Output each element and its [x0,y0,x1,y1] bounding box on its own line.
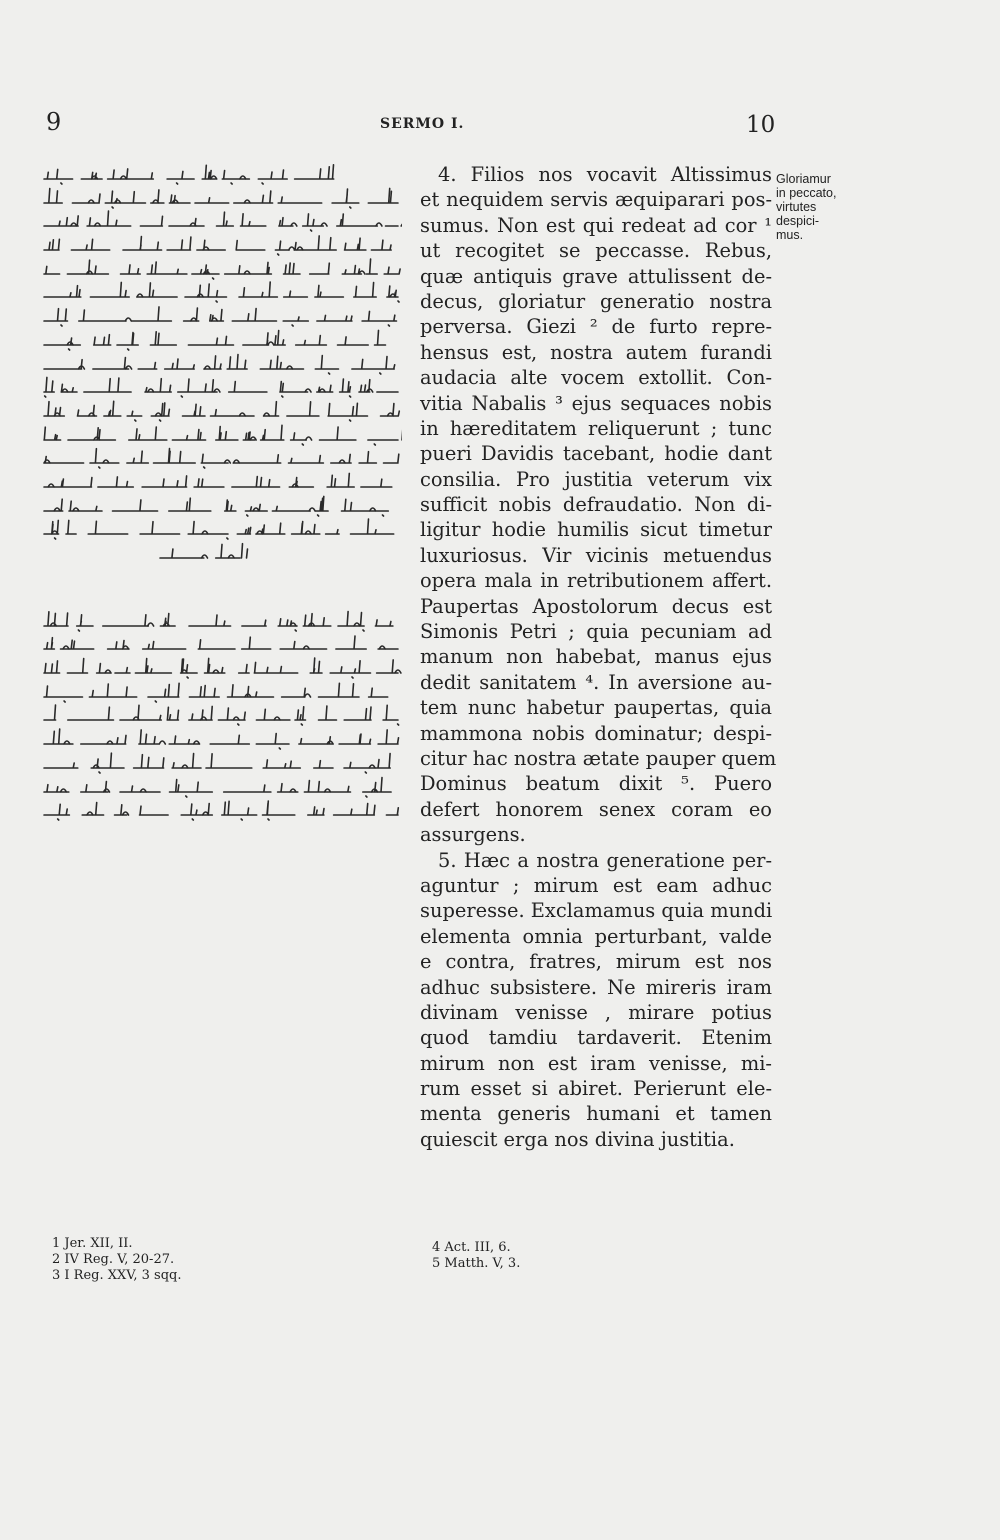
latin-line: mirum non est iram venisse, mi- [420,1051,772,1075]
syriac-line [40,656,402,680]
margin-note-line: Gloriamur [776,172,831,186]
syriac-line [40,541,402,565]
latin-line: quod tamdiu tardaverit. Etenim [420,1026,772,1050]
syriac-line [40,328,402,352]
syriac-script-strokes [44,729,399,749]
syriac-script-strokes [44,519,394,539]
latin-line: Simonis Petri ; quia pecuniam ad [420,620,772,644]
syriac-script-strokes [44,330,386,350]
latin-line: mammona nobis dominatur; despi- [420,721,772,745]
syriac-script-strokes [44,283,399,303]
syriac-line [40,609,402,633]
syriac-line [40,727,402,751]
latin-line: tem nunc habetur paupertas, quia [420,696,772,720]
latin-text-column [420,162,777,1152]
latin-line: 4. Filios nos vocavit Altissimus [438,163,772,186]
syriac-line [40,423,402,447]
syriac-line [40,703,402,727]
syriac-script-strokes [44,636,402,649]
latin-line: ut recogitet se peccasse. Rebus, [420,239,772,263]
latin-line: aguntur ; mirum est eam adhuc [420,873,772,897]
syriac-script-strokes [160,544,248,558]
page-number-left: 9 [46,108,62,136]
latin-line: in hæreditatem reliquerunt ; tunc [420,416,772,440]
latin-line: hensus est, nostra autem furandi [420,340,772,364]
syriac-script-strokes [44,165,334,184]
syriac-script-strokes [44,658,401,678]
syriac-script-strokes [44,378,402,398]
footnote: 1 Jer. XII, II. [52,1236,133,1251]
syriac-script-strokes [44,449,399,469]
latin-line: menta generis humani et tamen [420,1102,772,1126]
latin-line: citur hac nostra ætate pauper quem [420,746,777,770]
syriac-script-strokes [44,611,393,630]
syriac-script-strokes [44,706,402,726]
syriac-line [40,233,402,257]
latin-line: quæ antiquis grave attulissent de- [420,264,772,288]
syriac-script-strokes [44,753,390,773]
latin-line: decus, gloriatur generatio nostra [420,289,772,313]
syriac-line [40,257,402,281]
running-title: SERMO I. [380,116,465,132]
latin-line: elementa omnia perturbant, valde [420,924,772,948]
latin-line: sumus. Non est qui redeat ad cor ¹ [420,213,772,237]
syriac-line [40,209,402,233]
latin-line: defert honorem senex coram eo [420,797,772,821]
margin-note-line: mus. [776,228,804,242]
syriac-line [40,162,402,186]
syriac-line [40,375,402,399]
page-header [0,108,1000,148]
footnote: 5 Matth. V, 3. [432,1256,521,1271]
latin-line: et nequidem servis æquiparari pos- [420,188,772,212]
syriac-script-strokes [44,425,402,445]
syriac-script-strokes [44,683,388,702]
footnote: 2 IV Reg. V, 20-27. [52,1252,175,1267]
syriac-line [40,352,402,376]
syriac-line [40,517,402,541]
margin-note-line: despici- [776,214,820,228]
syriac-line [40,186,402,210]
syriac-line [40,775,402,799]
syriac-script-strokes [44,259,400,279]
latin-line: manum non habebat, manus ejus [420,645,772,669]
syriac-script-strokes [44,496,388,516]
syriac-line [40,280,402,304]
syriac-line [40,680,402,704]
footnote: 4 Act. III, 6. [432,1240,511,1255]
latin-line: consilia. Pro justitia veterum vix [420,467,772,491]
latin-line: ligitur hodie humilis sicut timetur [420,518,772,542]
syriac-line [40,304,402,328]
syriac-script-strokes [44,401,399,421]
footnote: 3 I Reg. XXV, 3 sqq. [52,1268,182,1283]
latin-line: quiescit erga nos divina justitia. [420,1127,735,1151]
margin-note [776,172,856,242]
latin-line: pueri Davidis tacebant, hodie dant [420,442,772,466]
syriac-line [40,798,402,822]
latin-line: perversa. Giezi ² de furto repre- [420,315,772,339]
syriac-line [40,751,402,775]
latin-line: luxuriosus. Vir vicinis metuendus [420,543,772,567]
syriac-text-column [40,162,402,822]
margin-note-line: in peccato, [776,186,837,200]
latin-line: audacia alte vocem extollit. Con- [420,366,772,390]
syriac-script-strokes [44,777,391,796]
syriac-line [40,632,402,656]
latin-line: opera mala in retributionem affert. [420,569,772,593]
syriac-script-strokes [44,188,402,208]
syriac-line [40,470,402,494]
latin-line: adhuc subsistere. Ne mireris iram [420,975,772,999]
margin-note-line: virtutes [776,200,817,214]
syriac-script-strokes [44,236,391,255]
syriac-script-strokes [44,801,398,820]
footnotes-left [52,1236,181,1284]
syriac-script-strokes [44,354,395,374]
syriac-line [40,494,402,518]
syriac-line [40,446,402,470]
latin-line: divinam venisse , mirare potius [420,1000,772,1024]
syriac-script-strokes [44,307,397,326]
latin-line: sufficit nobis defraudatio. Non di- [420,493,772,517]
latin-line: dedit sanitatem ⁴. In aversione au- [420,670,772,694]
latin-line: vitia Nabalis ³ ejus sequaces nobis [420,391,772,415]
latin-line: Dominus beatum dixit ⁵. Puero [420,772,772,796]
syriac-script-strokes [44,473,392,487]
latin-line: e contra, fratres, mirum est nos [420,950,772,974]
latin-line: superesse. Exclamamus quia mundi [420,899,773,923]
latin-line: 5. Hæc a nostra generatione per- [438,848,772,872]
syriac-line [40,399,402,423]
latin-line: Paupertas Apostolorum decus est [420,594,772,618]
footnotes-right [432,1240,520,1272]
syriac-script-strokes [44,211,402,231]
latin-line: assurgens. [420,823,526,847]
latin-line: rum esset si abiret. Perierunt ele- [420,1077,772,1101]
page-number-right: 10 [746,112,776,138]
